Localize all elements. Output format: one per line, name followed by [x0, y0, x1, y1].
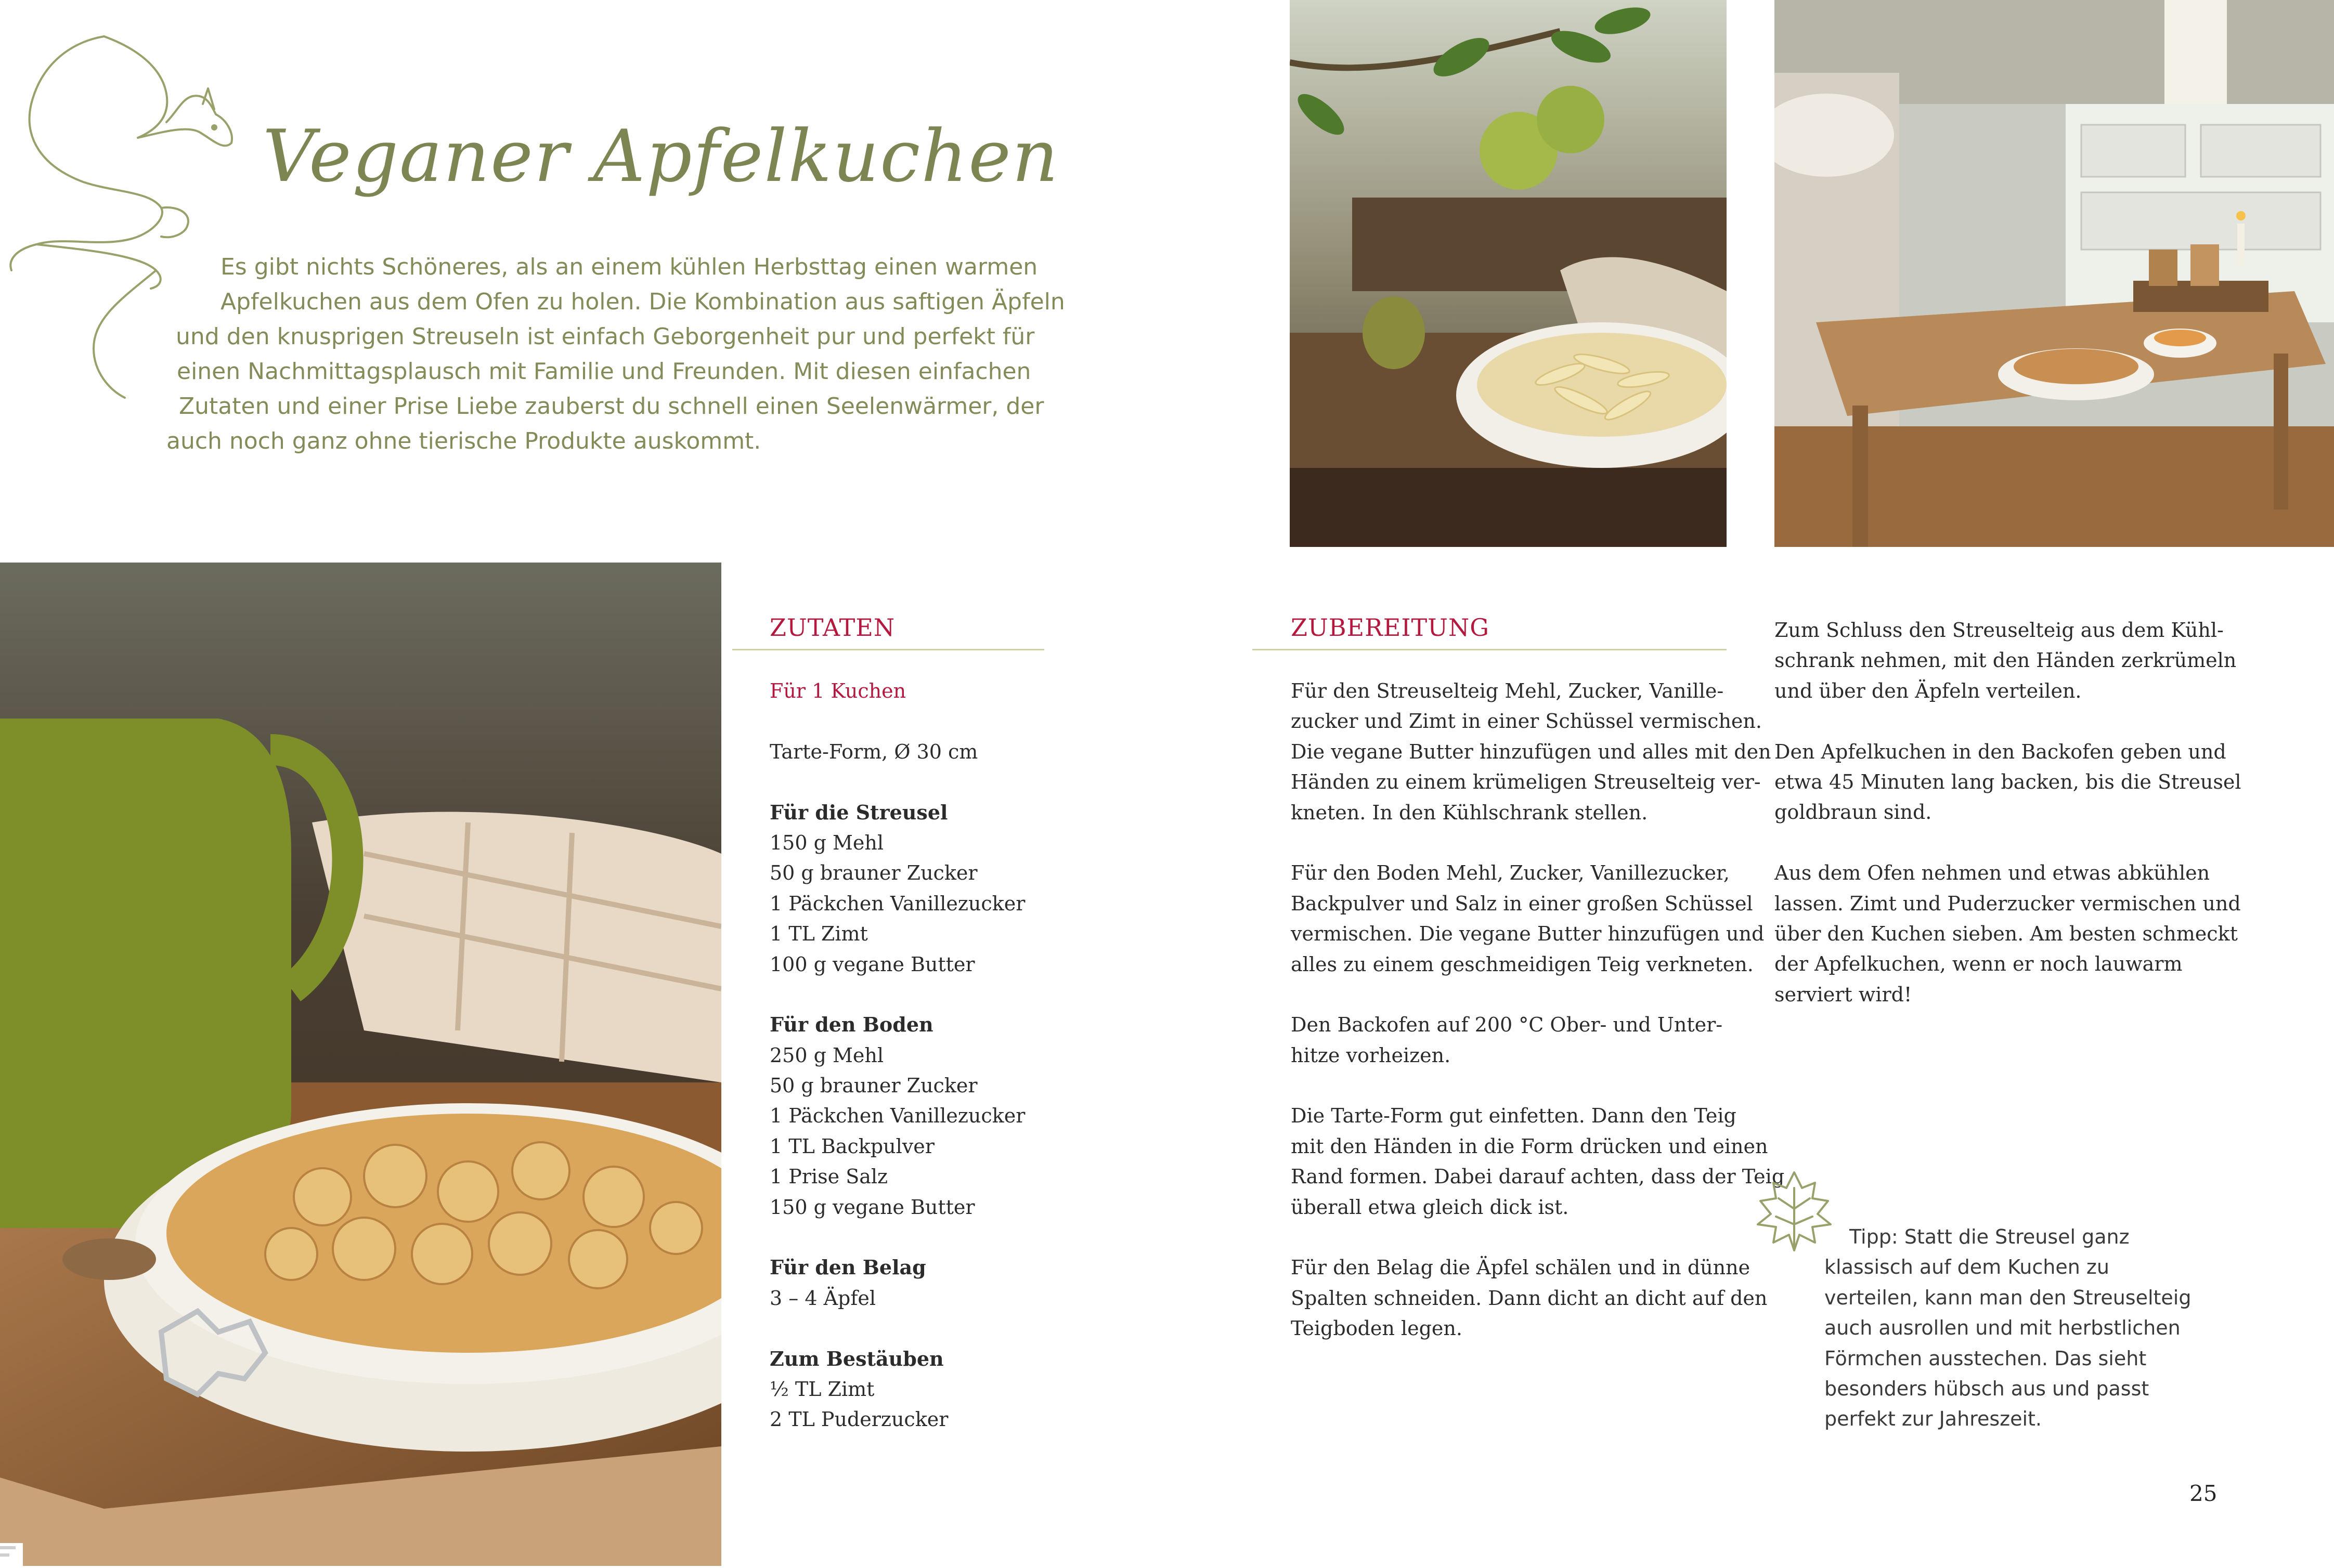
intro-line: und den knusprigen Streuseln ist einfach Geborgenheit pur und perfekt für [176, 323, 1035, 350]
preparation-line: schrank nehmen, mit den Händen zerkrümeln [1774, 649, 2237, 672]
ingredient-item: 2 TL Puderzucker [770, 1408, 949, 1431]
tip-line: auch ausrollen und mit herbstlichen [1824, 1316, 2181, 1340]
preparation-line: über den Kuchen sieben. Am besten schmeckt [1774, 922, 2238, 945]
tip-line: klassisch auf dem Kuchen zu [1824, 1256, 2109, 1279]
intro-line: Apfelkuchen aus dem Ofen zu holen. Die Kombination aus saftigen Äpfeln [221, 289, 1065, 315]
preparation-line: Aus dem Ofen nehmen und etwas abkühlen [1774, 861, 2210, 885]
preparation-line: Die vegane Butter hinzufügen und alles mit den [1291, 740, 1771, 763]
tip-line: verteilen, kann man den Streuselteig [1824, 1286, 2192, 1309]
ingredient-item: ½ TL Zimt [770, 1377, 875, 1401]
ingredient-group-title: Für die Streusel [770, 800, 948, 824]
preparation-line: zucker und Zimt in einer Schüssel vermischen. [1291, 710, 1762, 733]
ingredients-pan: Tarte-Form, Ø 30 cm [770, 740, 978, 763]
preparation-line: überall etwa gleich dick ist. [1291, 1195, 1569, 1219]
preparation-line: Den Apfelkuchen in den Backofen geben und [1774, 740, 2226, 763]
photo-living-room-table [1774, 0, 2334, 547]
photo-apple-pie-cookie-cutter [0, 563, 721, 1566]
preparation-column-1 [1291, 676, 1785, 1344]
ingredient-item: 1 Prise Salz [770, 1165, 888, 1188]
preparation-line: Backpulver und Salz in einer großen Schüssel [1291, 892, 1753, 915]
ingredient-item: 100 g vegane Butter [770, 952, 975, 976]
ingredient-item: 3 – 4 Äpfel [770, 1286, 876, 1310]
ingredient-item: 1 TL Backpulver [770, 1134, 935, 1158]
intro-line: einen Nachmittagsplausch mit Familie und Freunden. Mit diesen einfachen [177, 358, 1031, 385]
tip-line: besonders hübsch aus und passt [1824, 1377, 2149, 1401]
ingredient-item: 1 Päckchen Vanillezucker [770, 1104, 1026, 1128]
preparation-line: Für den Belag die Äpfel schälen und in dünne [1291, 1256, 1750, 1279]
ingredients-yield: Für 1 Kuchen [770, 680, 906, 702]
preparation-line: der Apfelkuchen, wenn er noch lauwarm [1774, 952, 2183, 976]
preparation-heading: ZUBEREITUNG [1291, 613, 1489, 642]
preparation-line: lassen. Zimt und Puderzucker vermischen und [1774, 892, 2241, 915]
preparation-line: alles zu einem geschmeidigen Teig verkneten. [1291, 952, 1754, 976]
preparation-line: kneten. In den Kühlschrank stellen. [1291, 801, 1648, 824]
preparation-column-2 [1774, 615, 2242, 1010]
preparation-divider [1252, 649, 1727, 650]
intro-line: auch noch ganz ohne tierische Produkte auskommt. [166, 428, 761, 454]
ingredients-heading: ZUTATEN [770, 613, 896, 642]
recipe-title: Veganer Apfelkuchen [263, 114, 1059, 198]
ingredient-group-title: Für den Boden [770, 1013, 933, 1037]
preparation-line: Rand formen. Dabei darauf achten, dass der Teig [1291, 1165, 1785, 1188]
tip-line: Förmchen ausstechen. Das sieht [1824, 1347, 2147, 1370]
ingredient-item: 1 TL Zimt [770, 922, 868, 946]
leaf-outline-icon [1753, 1167, 1836, 1256]
preparation-line: Spalten schneiden. Dann dicht an dicht auf den [1291, 1286, 1768, 1310]
page-number: 25 [2189, 1481, 2218, 1506]
preparation-line: serviert wird! [1774, 983, 1912, 1006]
preparation-line: Den Backofen auf 200 °C Ober- und Unter- [1291, 1013, 1723, 1037]
ingredient-item: 50 g brauner Zucker [770, 1074, 978, 1097]
ingredient-item: 150 g Mehl [770, 831, 884, 854]
photo-apple-slices-bowl [1290, 0, 1727, 547]
ingredient-group-title: Zum Bestäuben [770, 1347, 944, 1370]
ingredients-divider [732, 649, 1044, 650]
intro-paragraph [156, 250, 1065, 459]
tip-box [1824, 1222, 2240, 1434]
ingredient-group-title: Für den Belag [770, 1256, 926, 1279]
preparation-line: Für den Streuselteig Mehl, Zucker, Vanille- [1291, 680, 1724, 702]
preparation-line: mit den Händen in die Form drücken und einen [1291, 1134, 1768, 1158]
preparation-line: Die Tarte-Form gut einfetten. Dann den Teig [1291, 1104, 1736, 1128]
ingredient-item: 250 g Mehl [770, 1043, 884, 1067]
preparation-line: Für den Boden Mehl, Zucker, Vanillezucker, [1291, 861, 1730, 885]
preparation-line: und über den Äpfeln verteilen. [1774, 679, 2082, 702]
ingredient-item: 150 g vegane Butter [770, 1195, 975, 1219]
preparation-line: goldbraun sind. [1774, 801, 1932, 824]
preparation-line: vermischen. Die vegane Butter hinzufügen und [1291, 922, 1765, 946]
ingredient-item: 50 g brauner Zucker [770, 861, 978, 885]
ingredient-item: 1 Päckchen Vanillezucker [770, 892, 1026, 915]
corner-crop-mark [0, 1543, 23, 1566]
preparation-line: Zum Schluss den Streuselteig aus dem Kühl- [1774, 619, 2224, 642]
preparation-line: Händen zu einem krümeligen Streuselteig ver- [1291, 770, 1761, 794]
intro-line: Es gibt nichts Schöneres, als an einem kühlen Herbsttag einen warmen [221, 254, 1038, 280]
preparation-line: Teigboden legen. [1291, 1317, 1462, 1340]
intro-line: Zutaten und einer Prise Liebe zauberst du schnell einen Seelenwärmer, der [179, 393, 1044, 420]
ingredients-list [770, 676, 1217, 1435]
preparation-line: hitze vorheizen. [1291, 1043, 1451, 1067]
tip-line: perfekt zur Jahreszeit. [1824, 1407, 2042, 1431]
preparation-line: etwa 45 Minuten lang backen, bis die Streusel [1774, 770, 2241, 793]
tip-line: Tipp: Statt die Streusel ganz [1849, 1225, 2130, 1248]
